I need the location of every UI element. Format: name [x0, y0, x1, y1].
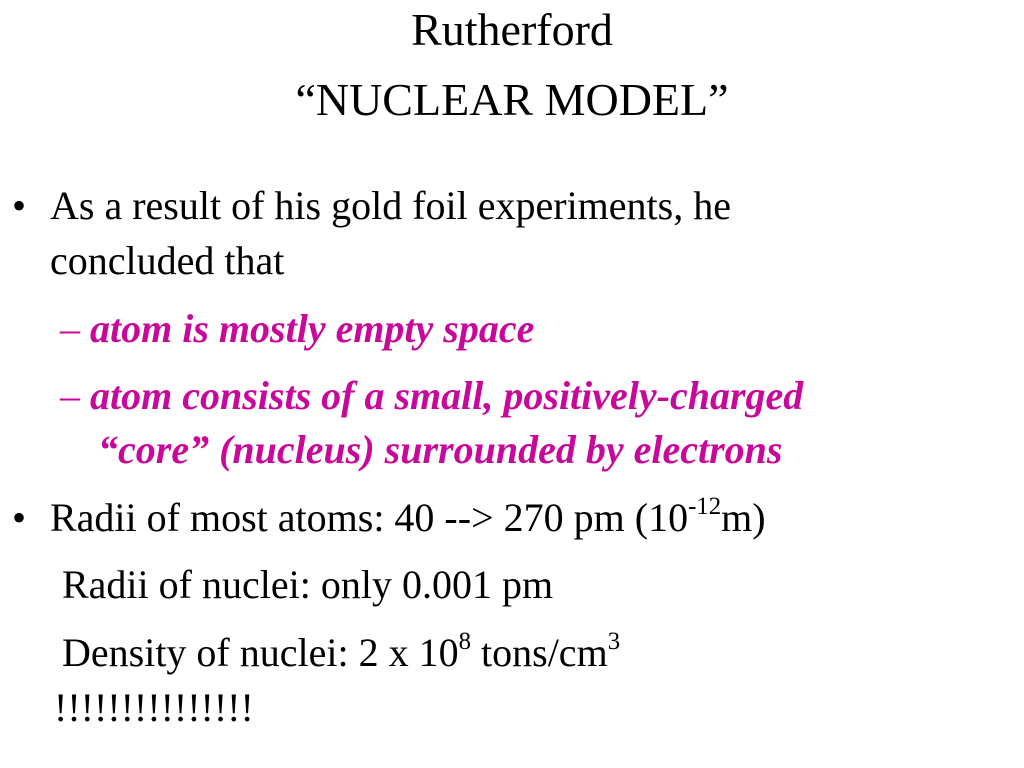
nuclei-radii: Radii of nuclei: only 0.001 pm — [62, 562, 554, 607]
dash-marker: – — [60, 373, 80, 418]
nuclei-density — [62, 628, 621, 675]
density-unit: tons/cm — [471, 630, 608, 675]
bullet-marker: • — [12, 495, 27, 540]
sub-bullet-nucleus-line-2: “core” (nucleus) surrounded by electrons — [98, 427, 783, 472]
atom-radii-text: Radii of most atoms: 40 --> 270 pm (10 — [50, 495, 689, 540]
atom-radii-exponent: -12 — [688, 493, 722, 521]
sub-bullet-nucleus-line-1: atom consists of a small, positively-charged — [90, 373, 804, 418]
atom-radii-unit: m) — [721, 495, 766, 540]
bullet-2-atom-radii — [50, 493, 766, 540]
density-exponent: 8 — [458, 628, 472, 656]
sub-bullet-empty-space: atom is mostly empty space — [90, 306, 535, 351]
bullet-1-line-2: concluded that — [50, 238, 285, 283]
slide-subtitle: “NUCLEAR MODEL” — [295, 74, 729, 125]
density-unit-exponent: 3 — [607, 628, 621, 656]
density-text: Density of nuclei: 2 x 10 — [62, 630, 459, 675]
dash-marker: – — [60, 306, 80, 351]
bullet-1-line-1: As a result of his gold foil experiments, he — [50, 183, 731, 228]
exclamation-marks: !!!!!!!!!!!!!!! — [54, 685, 254, 730]
slide-title: Rutherford — [411, 4, 613, 55]
bullet-marker: • — [12, 183, 27, 228]
